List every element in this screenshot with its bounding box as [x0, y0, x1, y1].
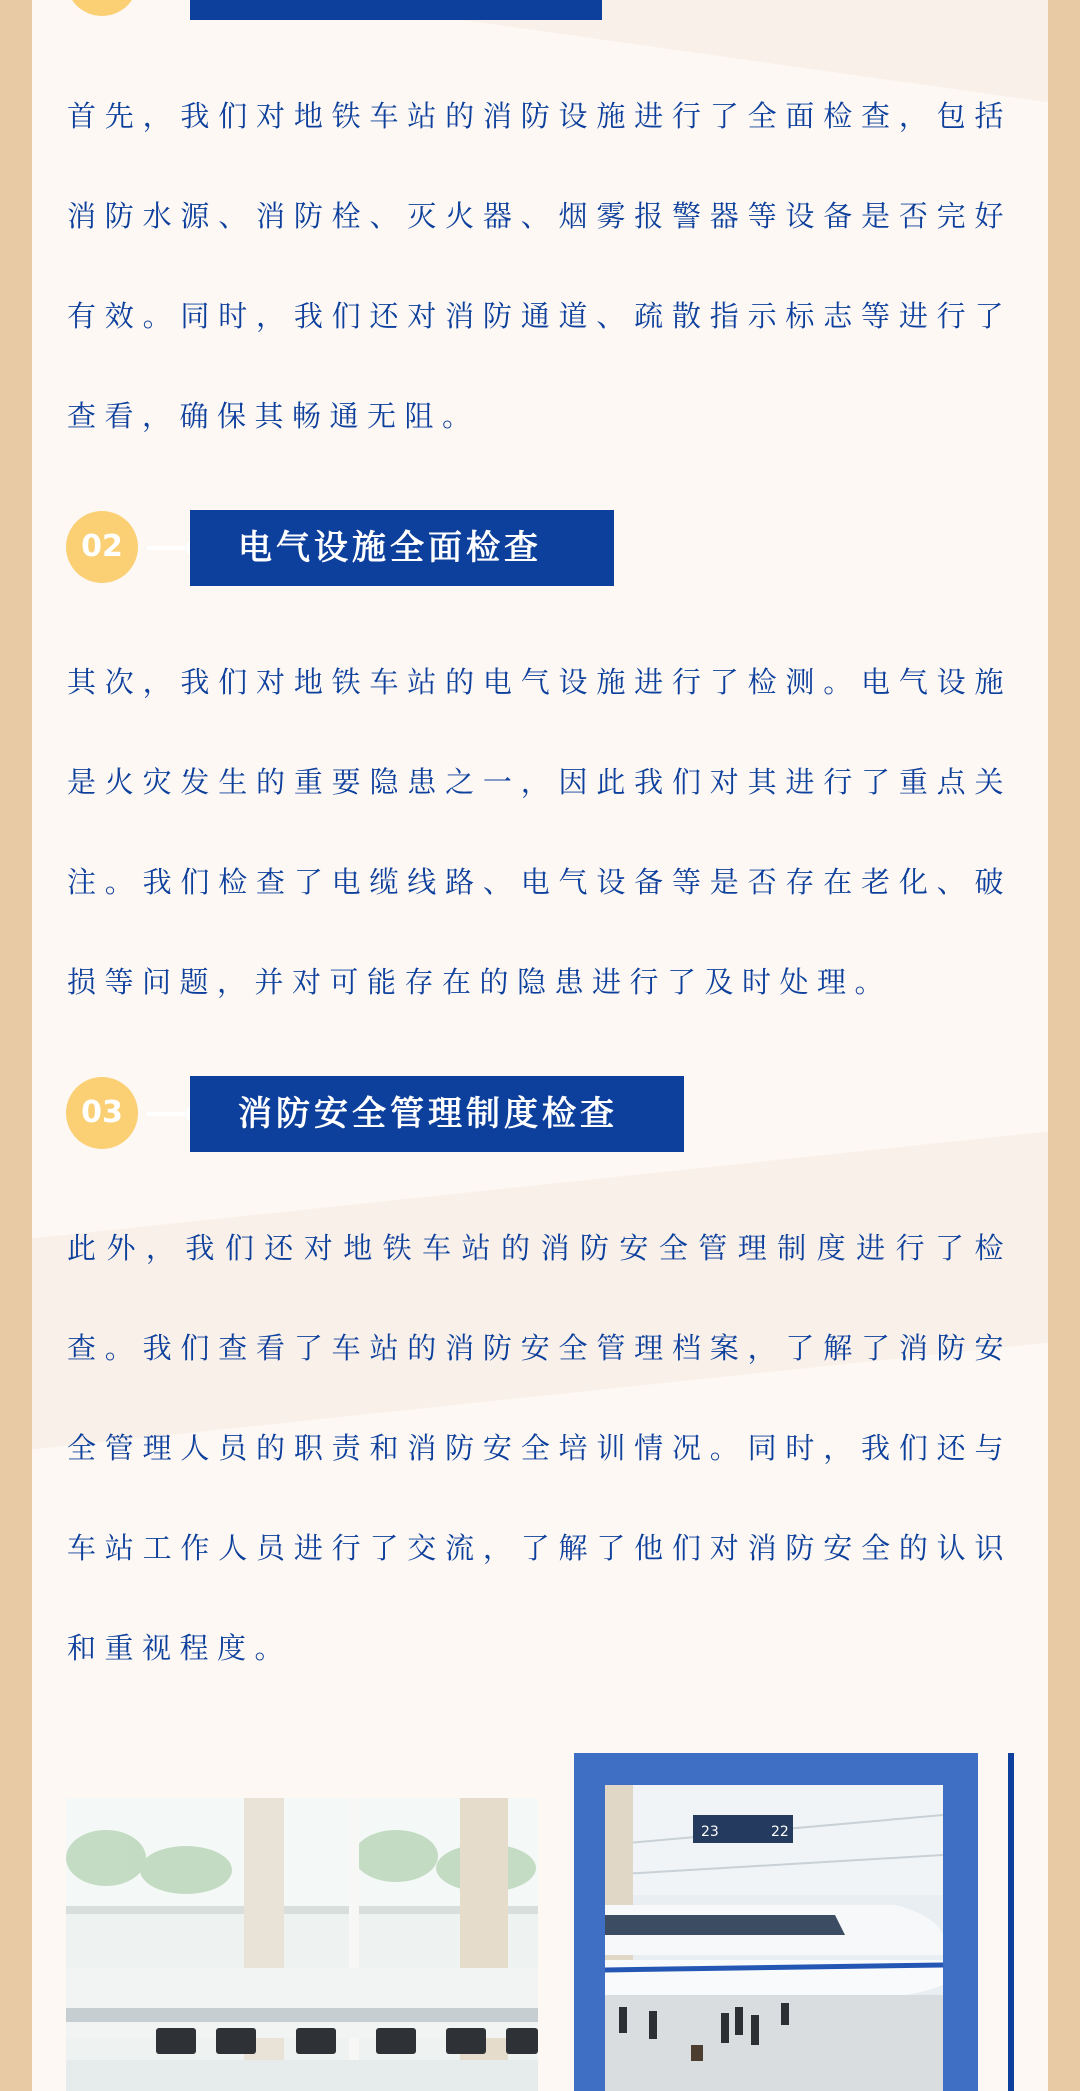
electrical-paragraph: 其次，我们对地铁车站的电气设施进行了检测。电气设施是火灾发生的重要隐患之一，因此我们对其进行了重点关注。我们检查了电缆线路、电气设备等是否存在老化、破损等问题，并对可能存在的隐患进行了及时处理。: [67, 665, 1012, 999]
article-card: [32, 0, 1048, 2091]
fire-facilities-paragraph: 首先，我们对地铁车站的消防设施进行了全面检查，包括消防水源、消防栓、灭火器、烟雾报警器等设备是否完好有效。同时，我们还对消防通道、疏散指示标志等进行了查看，确保其畅通无阻。: [67, 99, 1012, 433]
section-title: 消防安全管理制度检查: [190, 1076, 684, 1152]
section-number-badge: 03: [66, 1077, 138, 1149]
section-title-box: [190, 0, 602, 20]
connector-line: [147, 1112, 189, 1116]
section-number-badge: 02: [66, 511, 138, 583]
connector-line: [147, 546, 189, 550]
section-title: 电气设施全面检查: [190, 510, 614, 586]
platform-sign-left-number: 23: [701, 1824, 719, 1840]
section-header-management: [66, 1076, 666, 1152]
section-header-electrical: [66, 510, 666, 586]
train-station-illustration: [66, 1798, 538, 2091]
photo-high-speed-train: [605, 1785, 943, 2091]
decorative-stripe: [1008, 1753, 1014, 2091]
platform-sign-right-number: 22: [771, 1824, 789, 1840]
section-number-circle: [66, 0, 138, 16]
management-paragraph: 此外，我们还对地铁车站的消防安全管理制度进行了检查。我们查看了车站的消防安全管理档案，了解了消防安全管理人员的职责和消防安全培训情况。同时，我们还与车站工作人员进行了交流，了解了他们对消防安全的认识和重视程度。: [67, 1231, 1012, 1665]
photo-train-platform: [66, 1798, 538, 2091]
high-speed-train-illustration: [605, 1785, 943, 2091]
